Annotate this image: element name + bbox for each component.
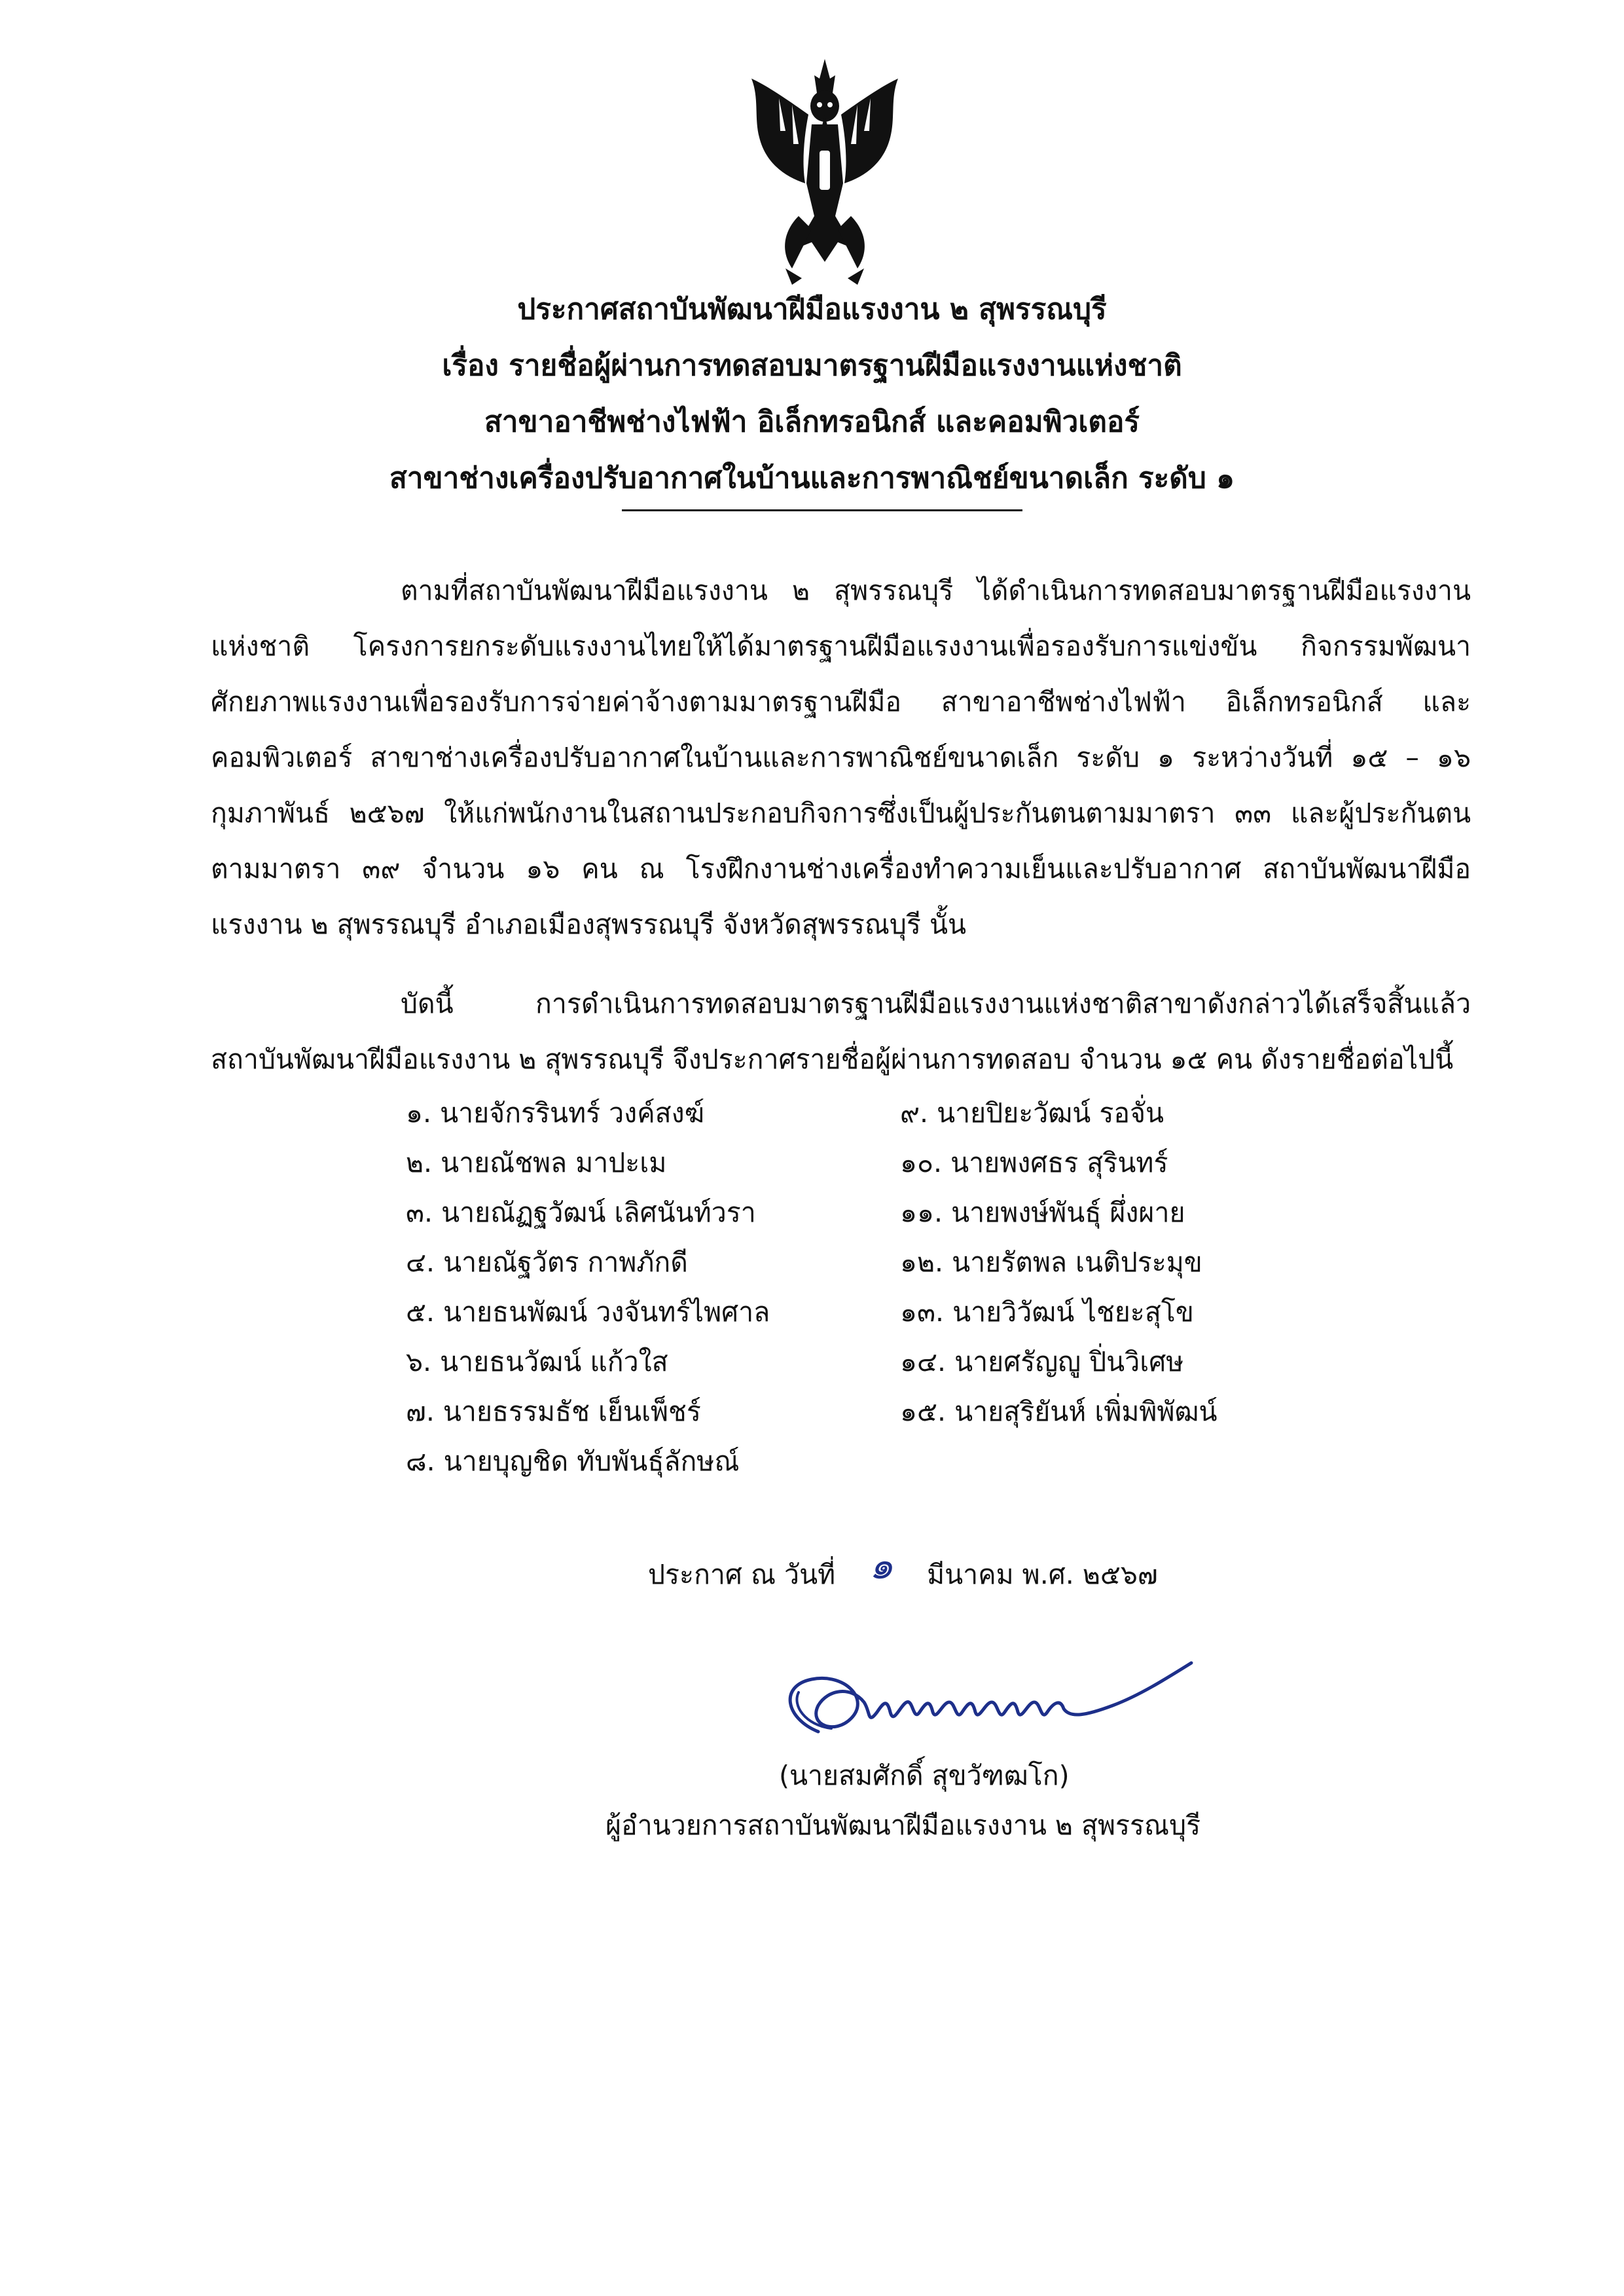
announcement-branch: สาขาช่างเครื่องปรับอากาศในบ้านและการพาณิชย์ขนาดเล็ก ระดับ ๑ <box>389 462 1235 495</box>
name-item: ๘. นายบุญชิด ทับพันธุ์ลักษณ์ <box>406 1446 740 1477</box>
name-item: ๑๒. นายรัตพล เนติประมุข <box>900 1247 1202 1278</box>
name-item: ๙. นายปิยะวัฒน์ รอจั่น <box>900 1097 1164 1129</box>
name-item: ๓. นายณัฏฐวัฒน์ เลิศนันท์วรา <box>406 1197 756 1228</box>
names-column-1 <box>406 1088 770 1486</box>
garuda-emblem-icon <box>740 52 910 301</box>
name-item: ๑. นายจักรรินทร์ วงค์สงฆ์ <box>406 1097 705 1129</box>
name-item: ๑๔. นายศรัญญู ปิ่นวิเศษ <box>900 1346 1184 1377</box>
announcement-title: ประกาศสถาบันพัฒนาฝีมือแรงงาน ๒ สุพรรณบุรี <box>517 293 1107 326</box>
name-item: ๒. นายณัชพล มาปะเม <box>406 1147 667 1178</box>
signature-icon <box>772 1640 1204 1771</box>
announcement-date <box>648 1540 1158 1601</box>
paragraph-announcement: บัดนี้ การดำเนินการทดสอบมาตรฐานฝีมือแรงงานแห่งชาติสาขาดังกล่าวได้เสร็จสิ้นแล้ว สถาบันพัฒนาฝีมือแรงงาน ๒ สุพรรณบุรี จึงประกาศรายชื่อผู้ผ่านการทดสอบ จำนวน ๑๕ คน ดังรายชื่อต่อไปนี้ <box>211 988 1471 1075</box>
name-item: ๗. นายธรรมธัช เย็นเพ็ชร์ <box>406 1396 701 1427</box>
name-item: ๑๓. นายวิวัฒน์ ไชยะสุโข <box>900 1296 1194 1328</box>
name-item: ๑๑. นายพงษ์พันธุ์ ผึ่งผาย <box>900 1197 1185 1228</box>
name-item: ๖. นายธนวัฒน์ แก้วใส <box>406 1346 668 1377</box>
signer-title: ผู้อำนวยการสถาบันพัฒนาฝีมือแรงงาน ๒ สุพรรณบุรี <box>605 1810 1201 1841</box>
announcement-field: สาขาอาชีพช่างไฟฟ้า อิเล็กทรอนิกส์ และคอมพิวเตอร์ <box>484 405 1140 439</box>
title-divider <box>622 509 1022 511</box>
body-text <box>211 563 1471 1087</box>
name-item: ๕. นายธนพัฒน์ วงจันทร์ไพศาล <box>406 1296 770 1328</box>
name-item: ๔. นายณัฐวัตร กาพภักดี <box>406 1247 688 1278</box>
announcement-subject: เรื่อง รายชื่อผู้ผ่านการทดสอบมาตรฐานฝีมือแรงงานแห่งชาติ <box>442 349 1182 382</box>
names-column-2 <box>900 1088 1218 1436</box>
date-month-year: มีนาคม พ.ศ. ๒๕๖๗ <box>927 1559 1158 1590</box>
name-item: ๑๕. นายสุริยันห์ เพิ่มพิพัฒน์ <box>900 1396 1218 1427</box>
paragraph-intro: ตามที่สถาบันพัฒนาฝีมือแรงงาน ๒ สุพรรณบุรี ได้ดำเนินการทดสอบมาตรฐานฝีมือแรงงานแห่งชาติ โครงการยกระดับแรงงานไทยให้ได้มาตรฐานฝีมือแรงงานเพื่อรองรับการแข่งขัน กิจกรรมพัฒนาศักยภาพแรงงานเพื่อรองรับการจ่ายค่าจ้างตามมาตรฐานฝีมือ สาขาอาชีพช่างไฟฟ้า อิเล็กทรอนิกส์ และคอมพิวเตอร์ สาขาช่างเครื่องปรับอากาศในบ้านและการพาณิชย์ขนาดเล็ก ระดับ ๑ ระหว่างวันที่ ๑๕ – ๑๖ กุมภาพันธ์ ๒๕๖๗ ให้แก่พนักงานในสถานประกอบกิจการซึ่งเป็นผู้ประกันตนตามมาตรา ๓๓ และผู้ประกันตนตามมาตรา ๓๙ จำนวน ๑๖ คน ณ โรงฝึกงานช่างเครื่องทำความเย็นและปรับอากาศ สถาบันพัฒนาฝีมือแรงงาน ๒ สุพรรณบุรี อำเภอเมืองสุพรรณบุรี จังหวัดสุพรรณบุรี นั้น <box>211 575 1471 940</box>
date-day-handwritten: ๑ <box>869 1543 893 1588</box>
title-block <box>0 282 1624 507</box>
signer-name: (นายสมศักดิ์ สุขวัฑฒโก) <box>779 1760 1070 1791</box>
date-label: ประกาศ ณ วันที่ <box>648 1559 836 1590</box>
name-item: ๑๐. นายพงศธร สุรินทร์ <box>900 1147 1168 1178</box>
